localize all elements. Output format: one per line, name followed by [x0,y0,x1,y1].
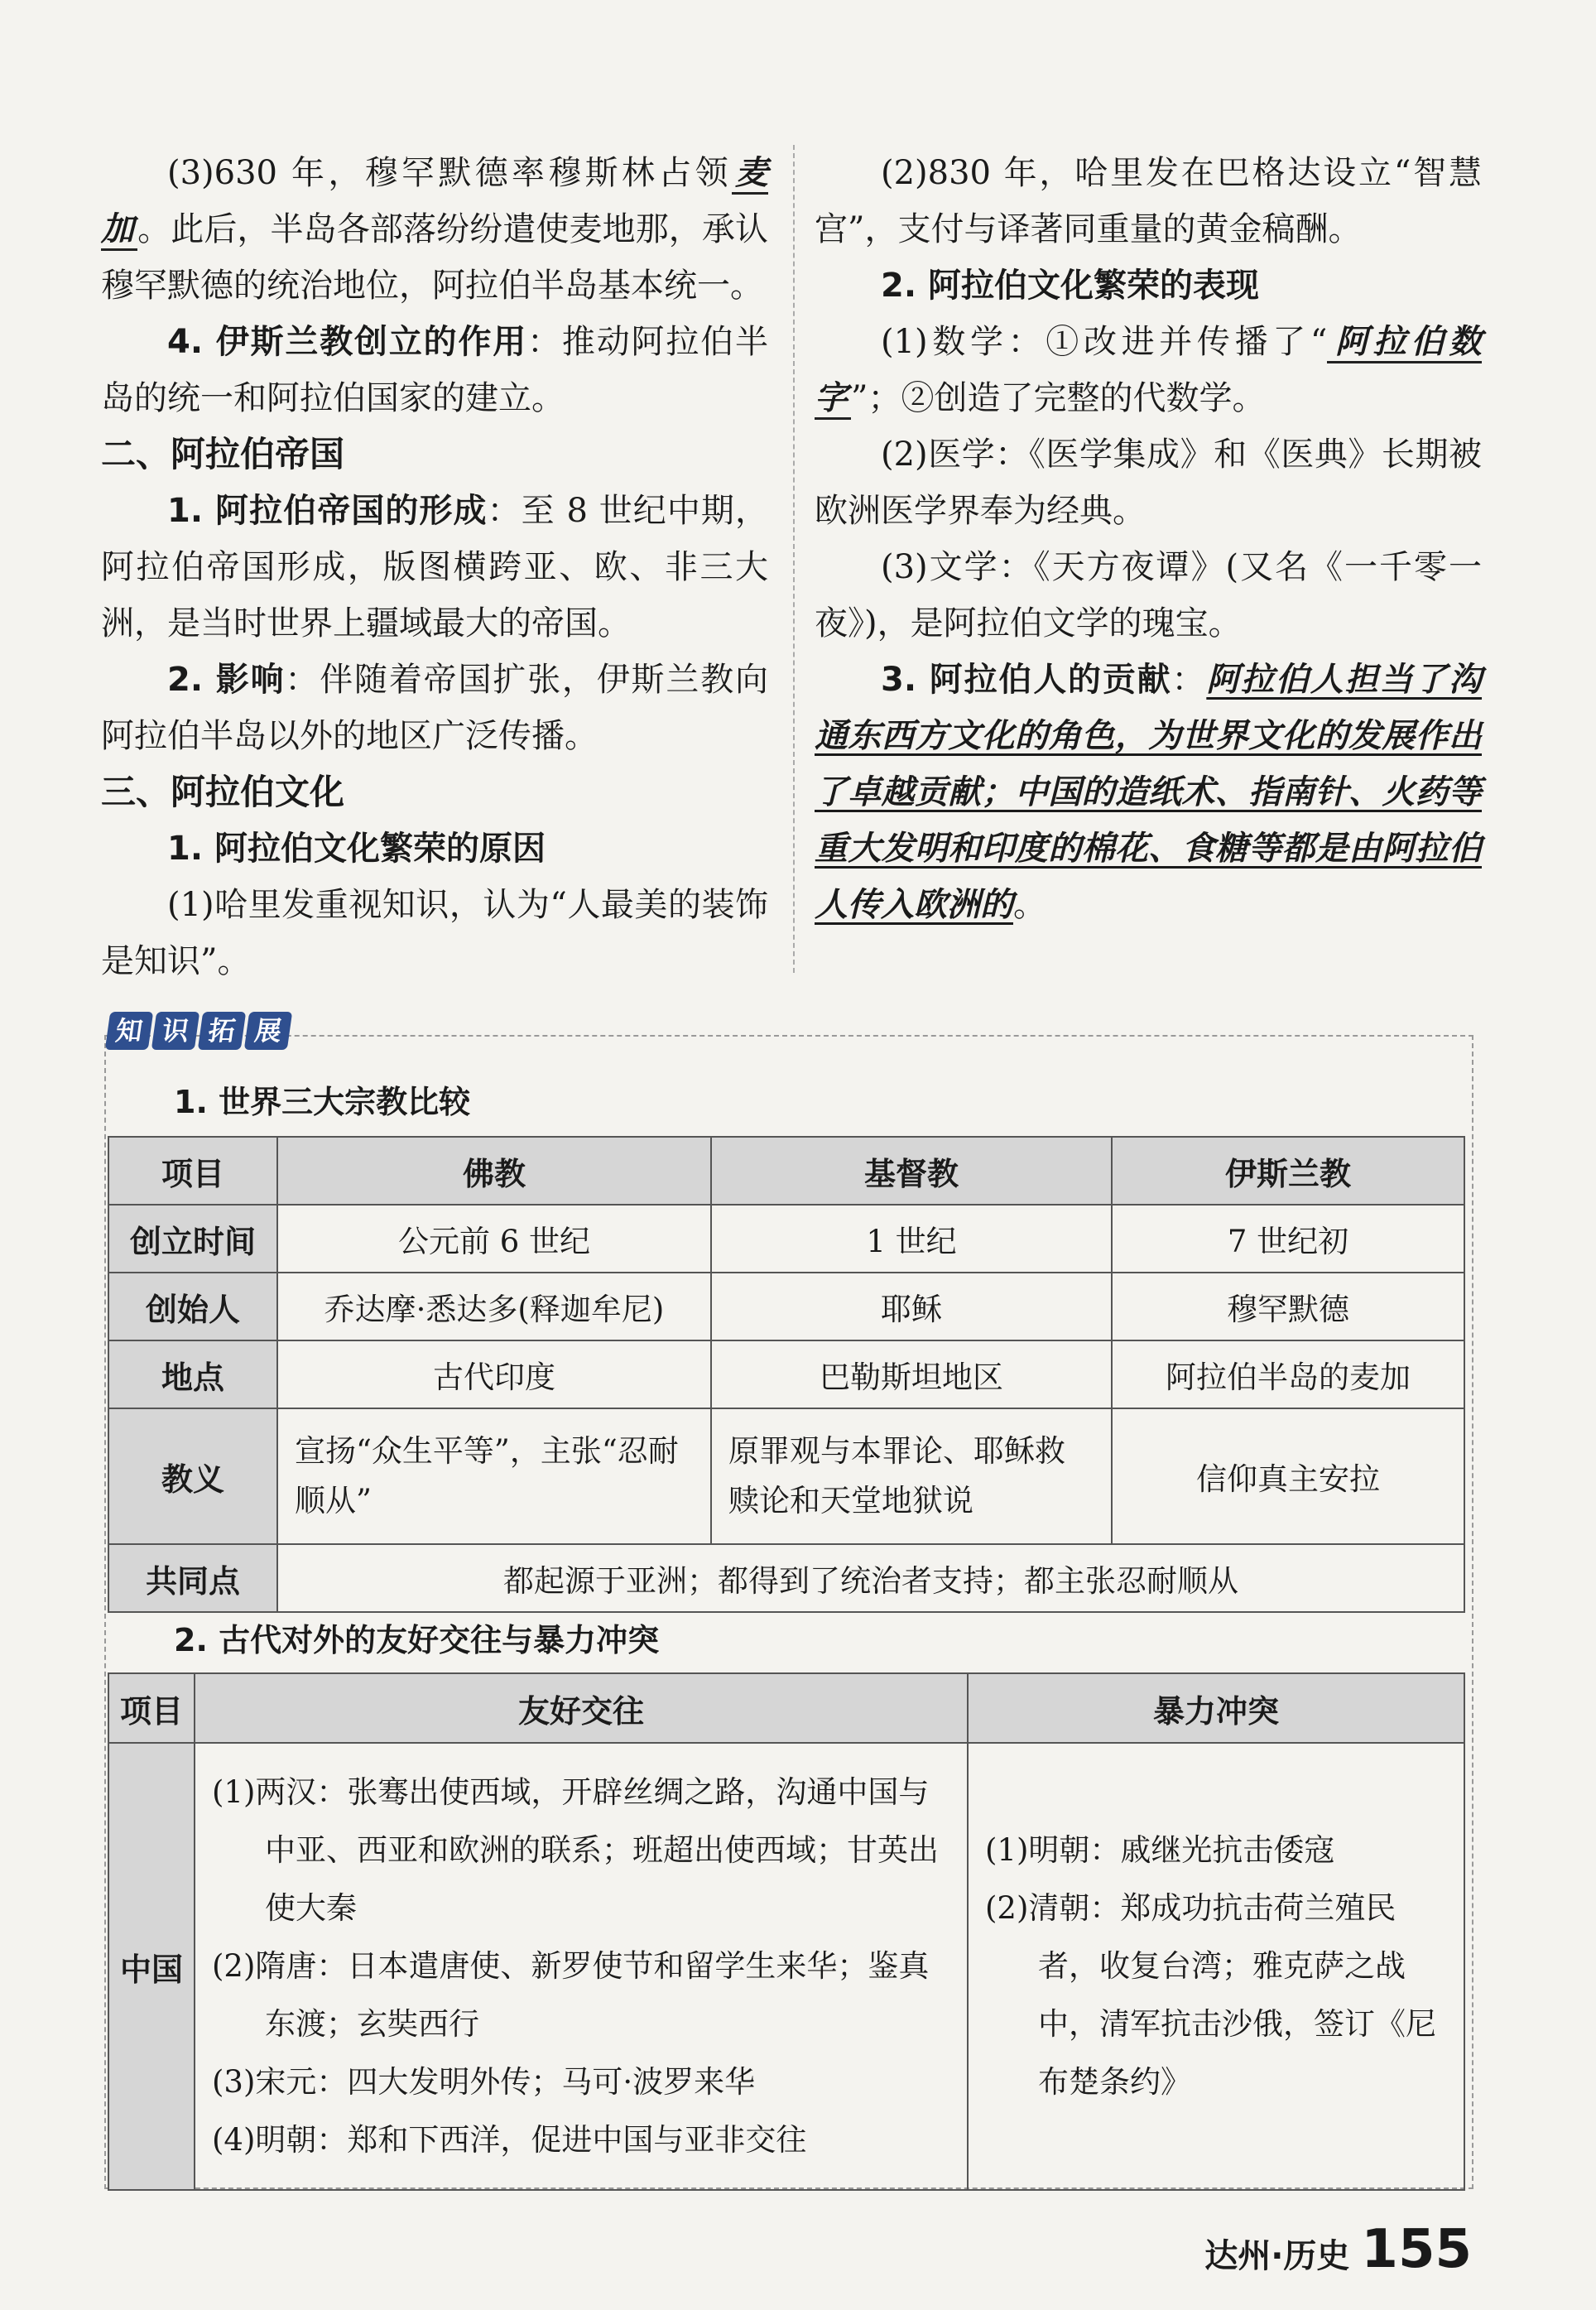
row-label: 共同点 [108,1544,277,1612]
row-label: 创始人 [108,1273,277,1340]
table-cell: 信仰真主安拉 [1112,1408,1464,1544]
paragraph: (3)630 年，穆罕默德率穆斯林占领 麦加 。此后，半岛各部落纷纷遣使麦地那，承认穆罕默德的统治地位，阿拉伯半岛基本统一。 [101,154,769,305]
table-header: 佛教 [277,1137,711,1205]
item-label: 1. 阿拉伯文化繁荣的原因 [167,830,546,868]
list-item: (2)隋唐：日本遣唐使、新罗使节和留学生来华；鉴真东渡；玄奘西行 [212,1948,930,2042]
table-cell: 阿拉伯半岛的麦加 [1112,1340,1464,1408]
foreign-relations-table [108,1672,1465,2191]
table-header: 基督教 [711,1137,1112,1205]
paragraph: 3. 阿拉伯人的贡献：阿拉伯人担当了沟通东西方文化的角色，为世界文化的发展作出了卓越贡献；中国的造纸术、指南针、火药等重大发明和印度的棉花、食糖等都是由阿拉伯人传入欧洲的。 [815,661,1483,924]
paragraph: 1. 阿拉伯帝国的形成：至 8 世纪中期，阿拉伯帝国形成，版图横跨亚、欧、非三大洲，是当时世界上疆域最大的帝国。 [101,492,769,642]
row-label: 教义 [108,1408,277,1544]
table-cell: 1 世纪 [711,1205,1112,1273]
table-header: 伊斯兰教 [1112,1137,1464,1205]
table-row [108,1273,1464,1340]
paragraph [101,821,768,877]
table-row [108,1408,1464,1544]
table-header: 暴力冲突 [968,1673,1464,1743]
religion-comparison-table [108,1136,1465,1613]
row-label: 地点 [108,1340,277,1408]
paragraph: (1)数学：①改进并传播了“ 阿拉伯数字 ”；②创造了完整的代数学。 [815,314,1482,426]
list-item: (4)明朝：郑和下西洋，促进中国与亚非交往 [212,2122,807,2158]
table-header-row [108,1673,1464,1743]
item-label: 2. 阿拉伯文化繁荣的表现 [881,267,1259,305]
paragraph: (2)医学：《医学集成》和《医典》长期被欧洲医学界奉为经典。 [815,436,1482,530]
table-cell: 原罪观与本罪论、耶稣救赎论和天堂地狱说 [711,1408,1112,1544]
table-header: 友好交往 [195,1673,968,1743]
paragraph: (1)哈里发重视知识，认为“人最美的装饰是知识”。 [101,886,768,980]
table-header-row [108,1137,1464,1205]
table-row [108,1205,1464,1273]
badge-char: 知 [105,1012,153,1050]
table-header: 项目 [108,1137,277,1205]
handwritten-answer: 麦加 [101,154,768,251]
table-cell: 巴勒斯坦地区 [711,1340,1112,1408]
table-cell: 都起源于亚洲；都得到了统治者支持；都主张忍耐顺从 [277,1544,1464,1612]
section-heading: 二、阿拉伯帝国 [101,434,345,474]
section-title: 2. 古代对外的友好交往与暴力冲突 [174,1622,660,1658]
list-item: (1)两汉：张骞出使西域，开辟丝绸之路，沟通中国与中亚、西亚和欧洲的联系；班超出使西域；甘英出使大秦 [212,1774,939,1926]
paragraph: 2. 影响：伴随着帝国扩张，伊斯兰教向阿拉伯半岛以外的地区广泛传播。 [101,661,769,755]
badge-char: 识 [151,1012,200,1050]
list-item: (2)清朝：郑成功抗击荷兰殖民者，收复台湾；雅克萨之战中，清军抗击沙俄，签订《尼布楚条约》 [985,1890,1436,2100]
item-label: 2. 影响 [167,661,286,699]
row-label: 中国 [108,1743,195,2190]
page-number: 155 [1361,2219,1472,2280]
table-cell: 公元前 6 世纪 [277,1205,711,1273]
table-cell: 宣扬“众生平等”，主张“忍耐顺从” [277,1408,711,1544]
left-column [101,145,768,989]
paragraph: (3)文学：《天方夜谭》(又名《一千零一夜》)，是阿拉伯文学的瑰宝。 [815,548,1482,642]
table-cell: 穆罕默德 [1112,1273,1464,1340]
item-label: 3. 阿拉伯人的贡献 [881,661,1172,699]
item-label: 4. 伊斯兰教创立的作用 [167,323,528,361]
table-cell: 耶稣 [711,1273,1112,1340]
table-row [108,1743,1464,2190]
paragraph: 4. 伊斯兰教创立的作用：推动阿拉伯半岛的统一和阿拉伯国家的建立。 [101,323,769,417]
friendly-exchange-cell [195,1743,968,2190]
table-cell: 古代印度 [277,1340,711,1408]
paragraph: (2)830 年，哈里发在巴格达设立“智慧宫”，支付与译著同重量的黄金稿酬。 [815,154,1482,248]
footer-region: 达州·历史 [1204,2237,1350,2275]
table-cell: 7 世纪初 [1112,1205,1464,1273]
badge-char: 展 [244,1012,292,1050]
column-divider [793,145,795,973]
item-label: 1. 阿拉伯帝国的形成 [167,492,488,530]
paragraph [815,257,1482,314]
list-item: (1)明朝：戚继光抗击倭寇 [985,1832,1335,1868]
table-cell: 乔达摩·悉达多(释迦牟尼) [277,1273,711,1340]
list-item: (3)宋元：四大发明外传；马可·波罗来华 [212,2064,756,2100]
table-row [108,1544,1464,1612]
section-title: 1. 世界三大宗教比较 [174,1084,471,1120]
row-label: 创立时间 [108,1205,277,1273]
section-heading: 三、阿拉伯文化 [101,772,345,812]
right-column [815,145,1482,933]
knowledge-extension-badge [108,1012,290,1050]
handwritten-answer: 阿拉伯数字 [815,323,1482,420]
badge-char: 拓 [198,1012,246,1050]
page-footer [1204,2219,1472,2280]
violent-conflict-cell [968,1743,1464,2190]
table-row [108,1340,1464,1408]
handwritten-answer: 阿拉伯人担当了沟通东西方文化的角色，为世界文化的发展作出了卓越贡献；中国的造纸术、指南针、火药等重大发明和印度的棉花、食糖等都是由阿拉伯人传入欧洲的 [815,661,1483,924]
table-header: 项目 [108,1673,195,1743]
